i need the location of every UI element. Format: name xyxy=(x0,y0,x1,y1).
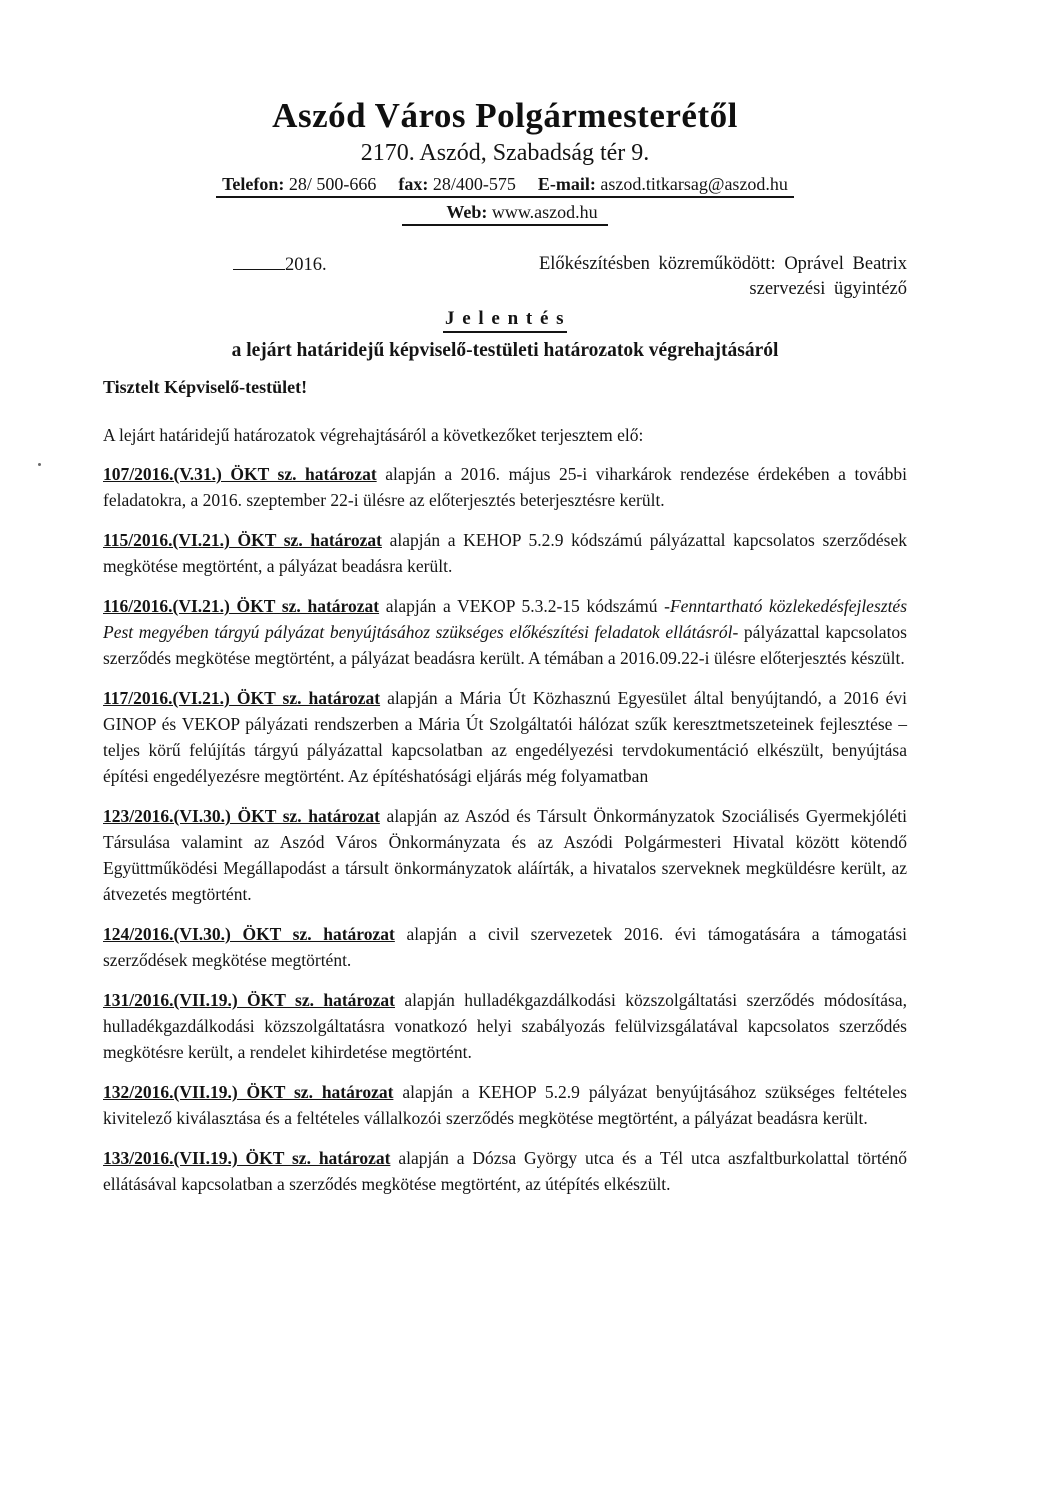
meta-row xyxy=(103,252,907,302)
telefon-value: 28/ 500-666 xyxy=(288,174,377,194)
prepared-role-line: szervezési ügyintéző xyxy=(749,279,907,299)
resolution-paragraph-131 xyxy=(103,987,907,1065)
resolution-paragraph-132 xyxy=(103,1079,907,1131)
resolution-paragraph-115 xyxy=(103,527,907,579)
document-body xyxy=(103,374,907,1211)
resolution-text: alapján az Aszód és Társult Önkormányzatok Szociálisés Gyermekjóléti Társulása valamint az Aszód Város Önkormányzata és az Aszódi Polgármesteri Hivatal között kötendő Együttműködési Megállapodást a társult önkormányzatok aláírták, a hivatalos szerveknek megküldésre került, az átvezetés megtörtént. xyxy=(103,806,907,904)
salutation: Tisztelt Képviselő-testület! xyxy=(103,377,308,397)
report-title: J e l e n t é s xyxy=(443,308,567,333)
address-line: 2170. Aszód, Szabadság tér 9. xyxy=(360,140,650,166)
prepared-by-line: Előkészítésben közreműködött: Oprável Beatrix xyxy=(538,254,907,274)
resolution-paragraph-123 xyxy=(103,803,907,907)
prepared-by-block xyxy=(103,252,907,302)
report-heading xyxy=(103,308,907,362)
resolution-paragraph-124 xyxy=(103,921,907,973)
letterhead xyxy=(103,96,907,226)
date-slot xyxy=(233,252,327,276)
resolution-text: alapján hulladékgazdálkodási közszolgáltatási szerződés módosítása, hulladékgazdálkodási közszolgáltatásra vonatkozó helyi szabályozás felülvizsgálatával kapcsolatos szerződés megkötésre került, a rendelet kihirdetése megtörtént. xyxy=(103,990,907,1062)
resolution-italic: -Fenntartható közlekedésfejlesztés Pest megyében tárgyú pályázat benyújtásához szükséges előkészítési feladatok ellátásról- xyxy=(103,596,908,642)
resolution-text: alapján a VEKOP 5.3.2-15 kódszámú xyxy=(379,596,665,616)
web-label: Web: xyxy=(446,202,488,222)
web-line xyxy=(103,202,907,226)
resolution-text: alapján a 2016. május 25-i viharkárok rendezése érdekében a további feladatokra, a 2016. szeptember 22-i ülésre az előterjesztés beterjesztésre került. xyxy=(103,464,908,510)
resolution-paragraph-116 xyxy=(103,593,907,671)
resolution-ref: 115/2016.(VI.21.) ÖKT sz. határozat xyxy=(103,530,382,550)
email-value: aszod.titkarsag@aszod.hu xyxy=(600,174,788,194)
resolution-text: alapján a Dózsa György utca és a Tél utca aszfaltburkolattal történő ellátásával kapcsolatban a szerződés megkötése megtörtént, az útépítés elkészült. xyxy=(103,1148,907,1194)
resolution-text: alapján a Mária Út Közhasznú Egyesület által benyújtandó, a 2016 évi GINOP és VEKOP pályázati rendszerben a Mária Út Szolgáltatói hálózat szűk keresztmetszeteinek fejlesztése – teljes körű felújítás tárgyú pályázattal kapcsolatban az engedélyezési tervdokumentáció elkészült, benyújtása építési engedélyezésre megtörtént. Az építéshatósági eljárás még folyamatban xyxy=(103,688,907,786)
resolution-ref: 133/2016.(VII.19.) ÖKT sz. határozat xyxy=(103,1148,391,1168)
telefon-segment xyxy=(222,174,376,194)
resolution-paragraph-107 xyxy=(103,461,907,513)
resolution-paragraph-133 xyxy=(103,1145,907,1197)
report-subtitle: a lejárt határidejű képviselő-testületi határozatok végrehajtásáról xyxy=(231,340,779,361)
web-underline xyxy=(402,202,607,226)
blank-date-rule xyxy=(233,252,285,270)
email-label: E-mail: xyxy=(537,174,596,194)
fax-segment xyxy=(398,174,516,194)
resolution-ref: 131/2016.(VII.19.) ÖKT sz. határozat xyxy=(103,990,395,1010)
intro-paragraph: A lejárt határidejű határozatok végrehajtásáról a következőket terjesztem elő: xyxy=(103,425,644,445)
resolution-ref: 116/2016.(VI.21.) ÖKT sz. határozat xyxy=(103,596,380,616)
resolution-paragraph-117 xyxy=(103,685,907,789)
fax-value: 28/400-575 xyxy=(432,174,516,194)
resolution-ref: 107/2016.(V.31.) ÖKT sz. határozat xyxy=(103,464,377,484)
scan-speck xyxy=(38,463,41,466)
contact-underline xyxy=(216,174,794,198)
contact-line xyxy=(103,174,907,198)
resolution-ref: 123/2016.(VI.30.) ÖKT sz. határozat xyxy=(103,806,380,826)
resolution-text: alapján a KEHOP 5.2.9 pályázat benyújtásához szükséges feltételes kivitelező kiválasztása és a feltételes vállalkozói szerződés megkötése megtörtént, a pályázat beadásra került. xyxy=(103,1082,907,1128)
fax-label: fax: xyxy=(398,174,429,194)
resolution-text: alapján a KEHOP 5.2.9 kódszámú pályázattal kapcsolatos szerződések megkötése megtörtént, a pályázat beadásra került. xyxy=(103,530,908,576)
telefon-label: Telefon: xyxy=(222,174,285,194)
web-value: www.aszod.hu xyxy=(491,202,598,222)
year-text: 2016. xyxy=(285,255,327,275)
email-segment xyxy=(538,174,788,194)
page-title: Aszód Város Polgármesterétől xyxy=(272,96,738,135)
resolution-text-post: pályázattal kapcsolatos szerződés megkötése megtörtént, a pályázat beadásra került. A témában a 2016.09.22-i ülésre előterjesztés készült. xyxy=(103,622,907,668)
resolution-ref: 124/2016.(VI.30.) ÖKT sz. határozat xyxy=(103,924,395,944)
resolution-ref: 117/2016.(VI.21.) ÖKT sz. határozat xyxy=(103,688,381,708)
resolution-text: alapján a civil szervezetek 2016. évi támogatására a támogatási szerződések megkötése megtörtént. xyxy=(103,924,907,970)
resolution-ref: 132/2016.(VII.19.) ÖKT sz. határozat xyxy=(103,1082,394,1102)
